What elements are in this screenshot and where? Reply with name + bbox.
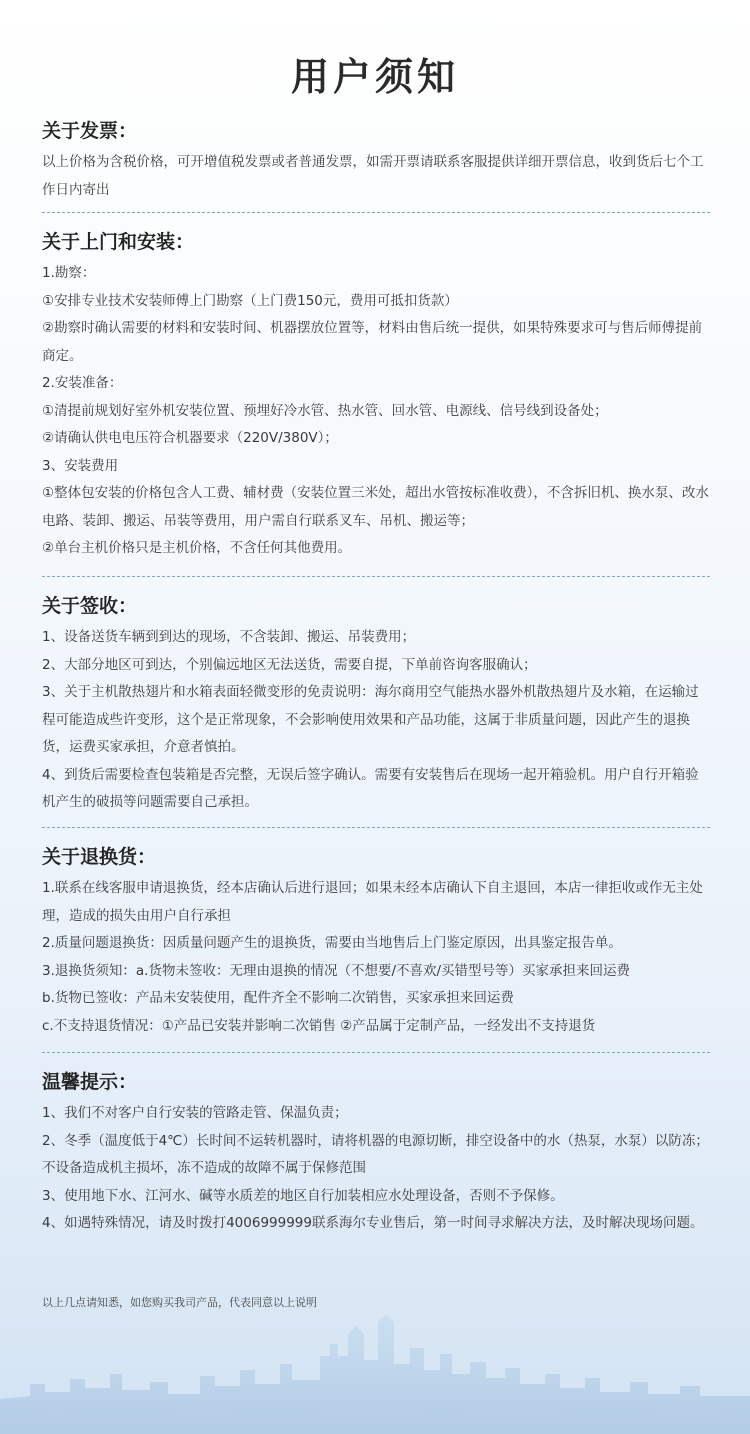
section-line: 2、冬季（温度低于4℃）长时间不运转机器时，请将机器的电源切断，排空设备中的水（热泵，水泵）以防冻；不设备造成机主损坏，冻不造成的故障不属于保修范围 — [42, 1132, 709, 1176]
section-line: 3、安装费用 — [42, 457, 119, 474]
page-title: 用户须知 — [290, 55, 459, 99]
dashed-divider — [42, 212, 710, 213]
section-line: 4、如遇特殊情况，请及时拨打4006999999联系海尔专业售后，第一时间寻求解决方法，及时解决现场问题。 — [42, 1215, 704, 1231]
section-line: 2.质量问题退换货：因质量问题产生的退换货，需要由当地售后上门鉴定原因，出具鉴定报告单。 — [42, 935, 622, 951]
section-line: ①清提前规划好室外机安装位置、预埋好冷水管、热水管、回水管、电源线、信号线到设备处； — [42, 402, 608, 419]
footnote: 以上几点请知悉，如您购买我司产品，代表同意以上说明 — [42, 1296, 317, 1309]
section-line: ②请确认供电电压符合机器要求（220V/380V）； — [42, 430, 338, 446]
section-line: 以上价格为含税价格，可开增值税发票或者普通发票，如需开票请联系客服提供详细开票信息，收到货后七个工作日内寄出 — [42, 154, 704, 198]
section-returns — [42, 844, 712, 1040]
section-line: ②单台主机价格只是主机价格，不含任何其他费用。 — [42, 540, 352, 556]
section-line: 1.勘察： — [42, 265, 96, 281]
section-heading: 关于发票： — [42, 120, 138, 142]
section-line: ②勘察时确认需要的材料和安装时间、机器摆放位置等，材料由售后统一提供，如果特殊要求可与售后师傅提前商定。 — [42, 320, 703, 364]
section-line: c.不支持退货情况：①产品已安装并影响二次销售 ②产品属于定制产品，一经发出不支持退货 — [42, 1017, 596, 1034]
section-tips — [42, 1069, 712, 1238]
section-receipt — [42, 593, 712, 817]
section-line: b.货物已签收：产品未安装使用，配件齐全不影响二次销售，买家承担来回运费 — [42, 990, 514, 1006]
section-heading: 温馨提示： — [42, 1071, 138, 1093]
section-line: 4、到货后需要检查包装箱是否完整，无误后签字确认。需要有安装售后在现场一起开箱验机。用户自行开箱验机产生的破损等问题需要自己承担。 — [42, 766, 699, 810]
dashed-divider — [42, 827, 710, 828]
section-line: ①整体包安装的价格包含人工费、辅材费（安装位置三米处，超出水管按标准收费），不含拆旧机、换水泵、改水电路、装卸、搬运、吊装等费用，用户需自行联系叉车、吊机、搬运等； — [42, 485, 709, 529]
section-heading: 关于退换货： — [42, 846, 157, 868]
section-heading: 关于上门和安装： — [42, 231, 195, 253]
section-heading: 关于签收： — [42, 595, 138, 617]
section-line: 2.安装准备： — [42, 375, 123, 391]
section-line: 1.联系在线客服申请退换货，经本店确认后进行退回；如果未经本店确认下自主退回，本店一律拒收或作无主处理，造成的损失由用户自行承担 — [42, 880, 703, 924]
dashed-divider — [42, 576, 710, 577]
section-line: 1、我们不对客户自行安装的管路走管、保温负责； — [42, 1105, 348, 1121]
section-installation — [42, 229, 712, 563]
city-skyline-illustration — [0, 1304, 750, 1434]
section-line: ①安排专业技术安装师傅上门勘察（上门费150元，费用可抵扣货款） — [42, 292, 458, 309]
section-line: 1、设备送货车辆到到达的现场，不含装卸、搬运、吊装费用； — [42, 629, 416, 645]
section-line: 3、关于主机散热翅片和水箱表面轻微变形的免责说明：海尔商用空气能热水器外机散热翅片及水箱，在运输过程可能造成些许变形，这个是正常现象，不会影响使用效果和产品功能，这属于非质量问题，因此产生的退换货，运费买家承担，介意者慎拍。 — [42, 684, 699, 755]
section-line: 2、大部分地区可到达，个别偏远地区无法送货，需要自提，下单前咨询客服确认； — [42, 656, 537, 673]
section-invoice — [42, 118, 712, 204]
dashed-divider — [42, 1052, 710, 1053]
section-line: 3、使用地下水、江河水、碱等水质差的地区自行加装相应水处理设备，否则不予保修。 — [42, 1187, 564, 1204]
section-line: 3.退换货须知：a.货物未签收：无理由退换的情况（不想要/不喜欢/买错型号等）买家承担来回运费 — [42, 962, 631, 979]
